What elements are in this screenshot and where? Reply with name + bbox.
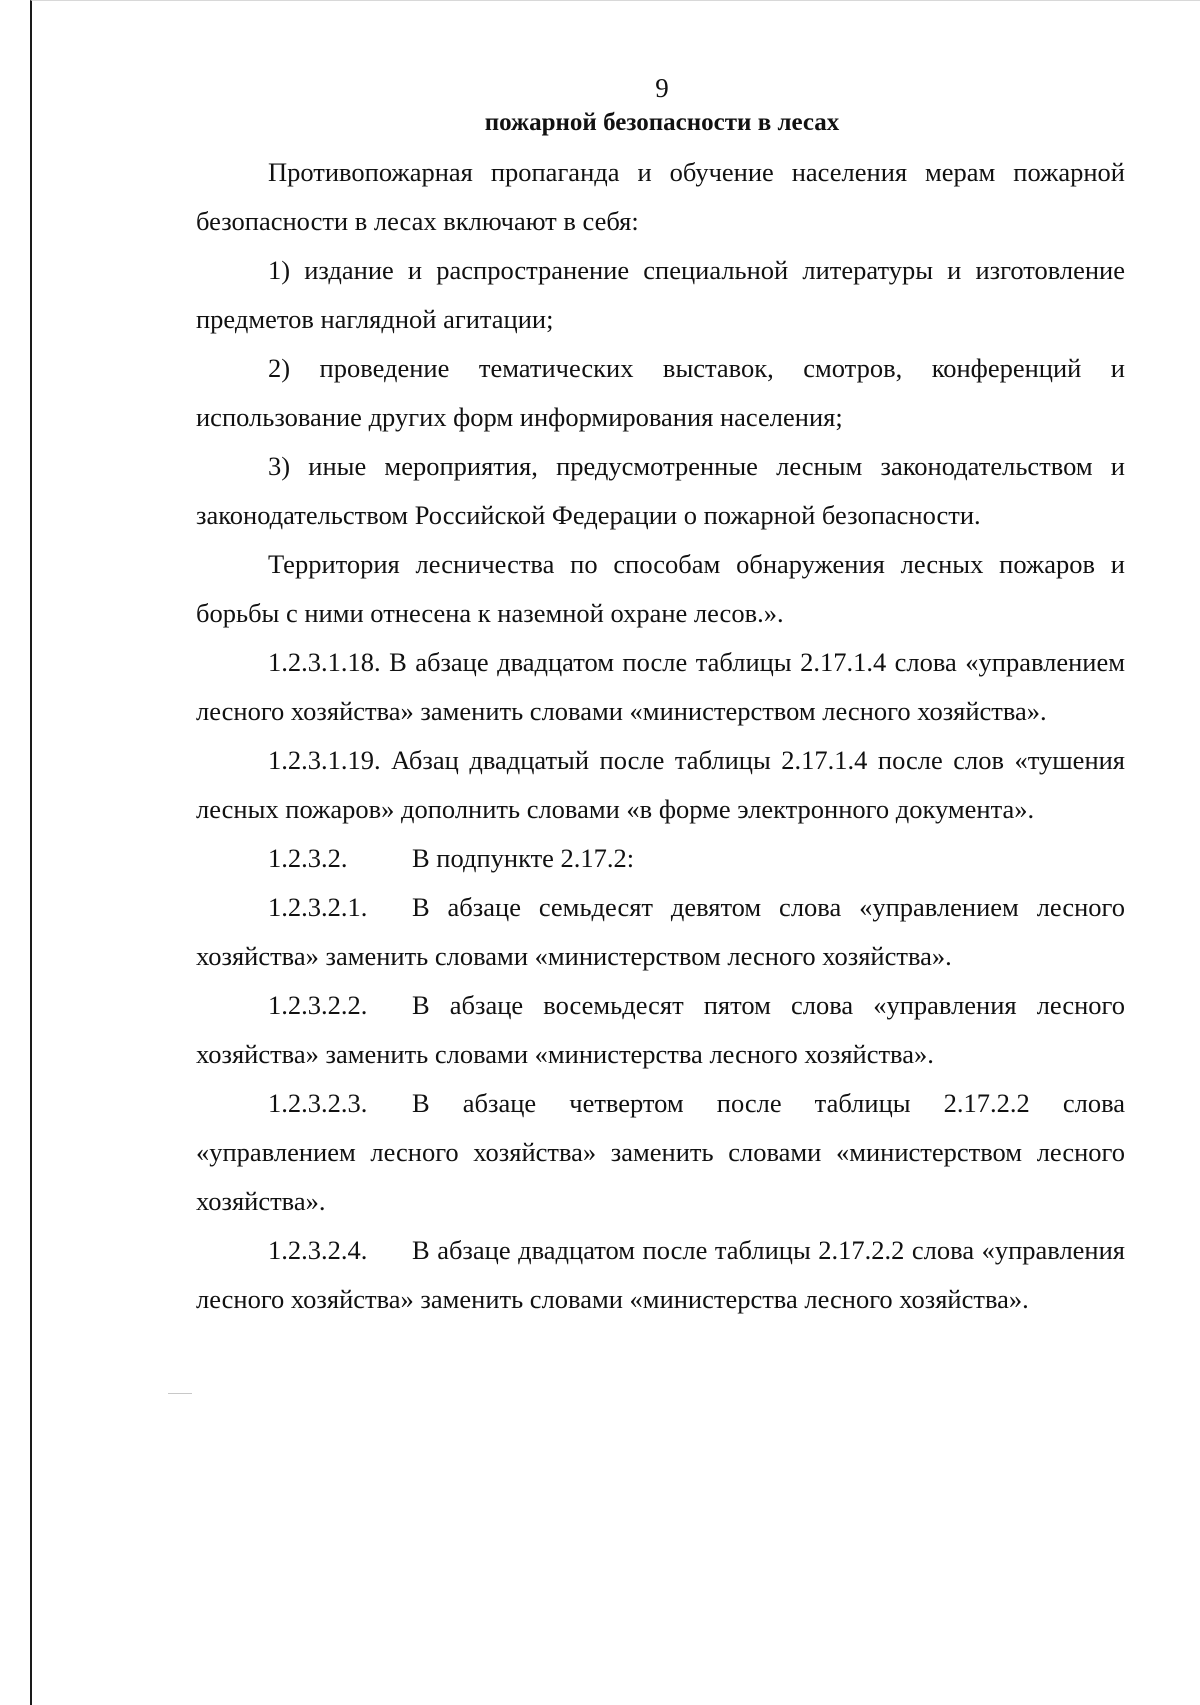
document-body (196, 148, 1125, 1324)
subitem-number: 1.2.3.2. (268, 843, 348, 873)
subitem-text: В абзаце семьдесят девятом слова «управлением лесного хозяйства» заменить словами «министерством лесного хозяйства». (196, 892, 1125, 971)
paragraph-1-2-3-1-18: 1.2.3.1.18. В абзаце двадцатом после таблицы 2.17.1.4 слова «управлением лесного хозяйства» заменить словами «министерством лесного хозяйства». (196, 647, 1125, 726)
subitem-number: 1.2.3.2.3. (268, 1088, 368, 1118)
subitem-1-2-3-2-2 (196, 981, 1125, 1079)
paragraph-item-1: 1) издание и распространение специальной литературы и изготовление предметов наглядной агитации; (196, 255, 1125, 334)
section-heading: пожарной безопасности в лесах (484, 109, 840, 136)
subitem-text: В абзаце восемьдесят пятом слова «управления лесного хозяйства» заменить словами «министерства лесного хозяйства». (196, 990, 1125, 1069)
subitem-1-2-3-2-3 (196, 1079, 1125, 1226)
page-number: 9 (655, 73, 669, 103)
subitem-number: 1.2.3.2.1. (268, 892, 368, 922)
scan-artifact (168, 1393, 192, 1394)
paragraph-item-2: 2) проведение тематических выставок, смотров, конференций и использование других форм информирования населения; (196, 353, 1125, 432)
subitem-number: 1.2.3.2.4. (268, 1235, 368, 1265)
paragraph-territory: Территория лесничества по способам обнаружения лесных пожаров и борьбы с ними отнесена к наземной охране лесов.». (196, 549, 1125, 628)
paragraph-item-3: 3) иные мероприятия, предусмотренные лесным законодательством и законодательством Российской Федерации о пожарной безопасности. (196, 451, 1125, 530)
subitem-text: В абзаце двадцатом после таблицы 2.17.2.2 слова «управления лесного хозяйства» заменить словами «министерства лесного хозяйства». (196, 1235, 1125, 1314)
subitem-number: 1.2.3.2.2. (268, 990, 368, 1020)
subitem-1-2-3-2-4 (196, 1226, 1125, 1324)
paragraph-intro: Противопожарная пропаганда и обучение населения мерам пожарной безопасности в лесах включают в себя: (196, 157, 1125, 236)
subitem-text: В подпункте 2.17.2: (412, 843, 635, 873)
paragraph-1-2-3-1-19: 1.2.3.1.19. Абзац двадцатый после таблицы 2.17.1.4 после слов «тушения лесных пожаров» дополнить словами «в форме электронного документа». (196, 745, 1125, 824)
subitem-1-2-3-2-1 (196, 883, 1125, 981)
subitem-text: В абзаце четвертом после таблицы 2.17.2.2 слова «управлением лесного хозяйства» заменить словами «министерством лесного хозяйства». (196, 1088, 1125, 1216)
subitem-1-2-3-2 (196, 834, 1125, 883)
